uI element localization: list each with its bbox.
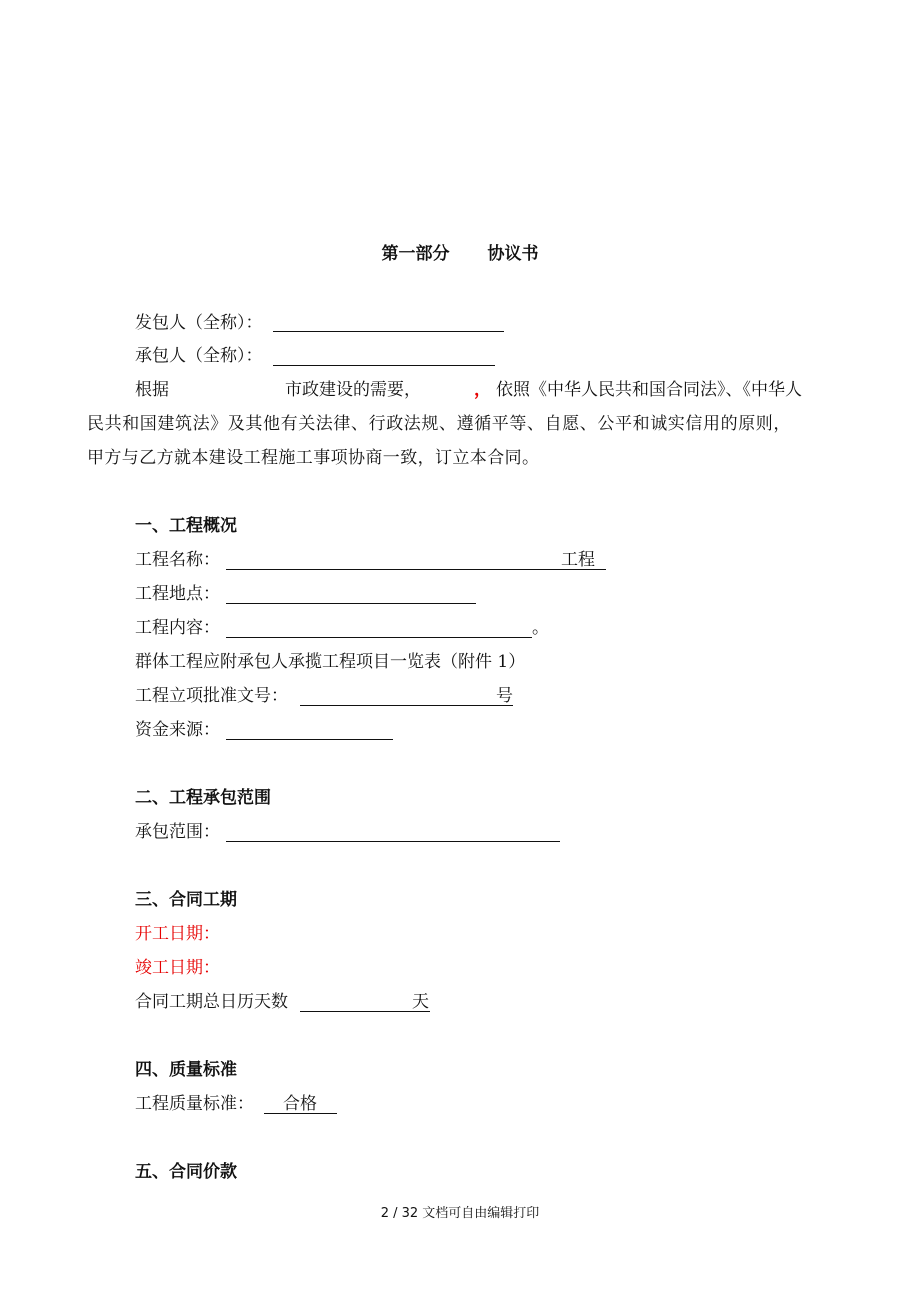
content-blank[interactable] [226, 637, 532, 638]
approval-label: 工程立项批准文号： [135, 686, 288, 706]
project-name-suffix: 工程 [561, 550, 595, 570]
group-note: 群体工程应附承包人承揽工程项目一览表（附件 1） [135, 652, 526, 672]
intro-red-comma: ， [474, 380, 491, 400]
title-part: 第一部分 [381, 244, 450, 264]
content-label: 工程内容： [135, 618, 220, 638]
days-suffix: 天 [412, 992, 429, 1012]
start-date-label: 开工日期： [135, 924, 220, 944]
title-name: 协议书 [487, 244, 539, 264]
funding-blank[interactable] [226, 739, 393, 740]
page-footer: 2 / 32 文档可自由编辑打印 [380, 1206, 540, 1221]
intro-line3: 甲方与乙方就本建设工程施工事项协商一致，订立本合同。 [87, 448, 540, 468]
location-blank[interactable] [226, 603, 476, 604]
project-name-blank[interactable] [226, 569, 606, 570]
section5-heading: 五、合同价款 [135, 1162, 237, 1182]
days-label: 合同工期总日历天数 [135, 992, 288, 1012]
scope-label: 承包范围： [135, 822, 220, 842]
section2-heading: 二、工程承包范围 [135, 788, 271, 808]
section3-heading: 三、合同工期 [135, 890, 237, 910]
days-blank[interactable] [300, 1011, 430, 1012]
quality-value: 合格 [283, 1094, 317, 1114]
intro-start: 根据 [135, 380, 169, 400]
contractor-label: 承包人（全称）： [135, 346, 263, 366]
finish-date-label: 竣工日期： [135, 958, 220, 978]
location-label: 工程地点： [135, 584, 220, 604]
section1-heading: 一、工程概况 [135, 516, 237, 536]
intro-middle: 市政建设的需要， [285, 380, 421, 400]
section4-heading: 四、质量标准 [135, 1060, 237, 1080]
scope-blank[interactable] [226, 841, 560, 842]
approval-blank[interactable] [300, 705, 513, 706]
page-title [0, 242, 920, 266]
project-name-label: 工程名称： [135, 550, 220, 570]
employer-blank[interactable] [273, 331, 504, 332]
quality-label: 工程质量标准： [135, 1094, 254, 1114]
content-end: 。 [532, 618, 549, 638]
employer-label: 发包人（全称）： [135, 313, 263, 333]
funding-label: 资金来源： [135, 720, 220, 740]
intro-line2: 民共和国建筑法》及其他有关法律、行政法规、遵循平等、自愿、公平和诚实信用的原则， [87, 414, 791, 434]
intro-line1-rest: 依照《中华人民共和国合同法》、《中华人 [496, 380, 802, 400]
approval-suffix: 号 [496, 686, 513, 706]
contractor-blank[interactable] [273, 365, 495, 366]
